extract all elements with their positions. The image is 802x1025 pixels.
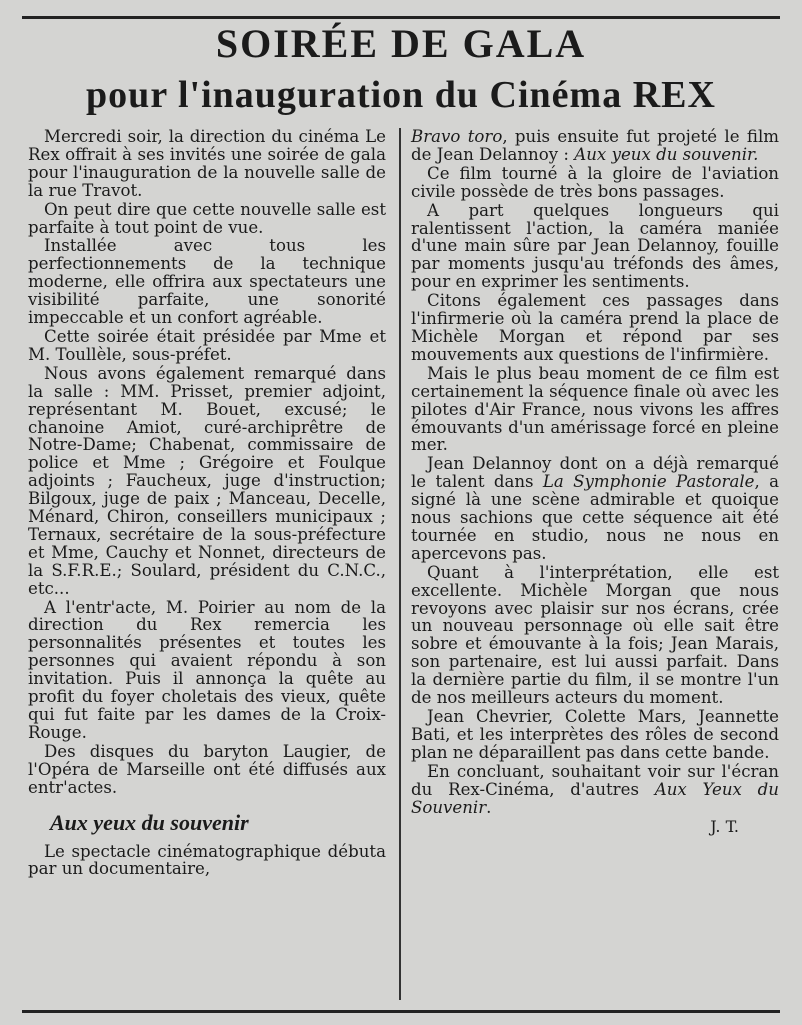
paragraph: On peut dire que cette nouvelle salle est parfaite à tout point de vue. xyxy=(28,199,386,237)
paragraph: Jean Chevrier, Colette Mars, Jeannette Bati, et les interprètes des rôles de second plan ne déparaillent pas dans cette bande. xyxy=(411,707,779,762)
film-title-italic: Bravo toro xyxy=(411,127,503,146)
film-title-italic: Aux yeux du souvenir. xyxy=(574,144,759,164)
bottom-rule xyxy=(22,1010,780,1013)
article-title: SOIRÉE DE GALA xyxy=(215,21,587,66)
left-column xyxy=(28,128,386,878)
column-divider xyxy=(399,128,401,1000)
paragraph: Cette soirée était présidée par Mme et M. Toullèle, sous-préfet. xyxy=(28,326,386,364)
paragraph-continued xyxy=(411,128,779,164)
paragraph: Des disques du baryton Laugier, de l'Opéra de Marseille ont été diffusés aux entr'actes. xyxy=(28,741,386,797)
paragraph: Nous avons également remarqué dans la salle : MM. Prisset, premier adjoint, représentant M. Bouet, excusé; le chanoine Amiot, curé-archiprêtre de Notre-Dame; Chabenat, commissaire de police et Mme ; Grégoire et Foulque adjoints ; Faucheux, juge d'instruction; Bilgoux, juge de paix ; Manceau, Decelle, Ménard, Chiron, conseillers municipaux ; Ternaux, secrétaire de la sous-préfecture et Mme, Cauchy et Nonnet, directeurs de la S.F.R.E.; Soulard, président du C.N.C., etc... xyxy=(28,363,386,598)
paragraph xyxy=(411,455,779,562)
right-column xyxy=(411,128,779,836)
text-span: En concluant, souhaitant voir sur l'écran du Rex-Cinéma, d'autres xyxy=(411,761,779,799)
paragraph: Citons également ces passages dans l'infirmerie où la caméra prend la place de Michèle Morgan et répond par ses mouvements aux questions de l'infirmière. xyxy=(411,291,779,364)
paragraph: A part quelques longueurs qui ralentissent l'action, la caméra maniée d'une main sûre par Jean Delannoy, fouille par moments jusqu'au tréfonds des âmes, pour en exprimer les sentiments. xyxy=(411,200,779,292)
paragraph: A l'entr'acte, M. Poirier au nom de la direction du Rex remercia les personnalités présentes et toutes les personnes qui avaient répondu à son invitation. Puis il annonça la quête au profit du foyer choletais des vieux, quête qui fut faite par les dames de la Croix-Rouge. xyxy=(28,597,386,742)
author-signature: J. T. xyxy=(710,817,739,837)
paragraph: Le spectacle cinématographique débuta par un documentaire, xyxy=(28,841,386,879)
text-span: , puis ensuite fut projeté le film de Jean Delannoy : xyxy=(411,127,779,164)
film-title-italic: Aux Yeux du Souvenir xyxy=(411,779,779,817)
text-span: . xyxy=(486,797,492,817)
text-span: Jean Delannoy dont on a déjà remarqué le talent dans xyxy=(411,454,779,492)
top-rule xyxy=(22,16,780,19)
article-subtitle: pour l'inauguration du Cinéma REX xyxy=(86,74,716,116)
paragraph: Quant à l'interprétation, elle est excellente. Michèle Morgan que nous revoyons avec plaisir sur nos écrans, crée un nouveau personnage où elle sait être sobre et émouvante à la fois; Jean Marais, son partenaire, est lui aussi parfait. Dans la dernière partie du film, il se montre l'un de nos meilleurs acteurs du moment. xyxy=(411,562,779,708)
paragraph: Mercredi soir, la direction du cinéma Le Rex offrait à ses invités une soirée de gala pour l'inauguration de la nouvelle salle de la rue Travot. xyxy=(28,127,386,200)
section-subhead: Aux yeux du souvenir xyxy=(50,809,249,835)
paragraph: Mais le plus beau moment de ce film est certainement la séquence finale où avec les pilotes d'Air France, nous vivons les affres émouvants d'un amérissage forcé en pleine mer. xyxy=(411,363,779,455)
paragraph: Ce film tourné à la gloire de l'aviation civile possède de très bons passages. xyxy=(411,163,779,201)
text-span: , a signé là une scène admirable et quoique nous sachions que cette séquence ait été tournée en studio, nous ne nous en apercevons pas. xyxy=(411,472,779,563)
paragraph: Installée avec tous les perfectionnements de la technique moderne, elle offrira aux spectateurs une visibilité parfaite, une sonorité impeccable et un confort agréable. xyxy=(28,236,386,328)
paragraph xyxy=(411,763,779,817)
film-title-italic: La Symphonie Pastorale xyxy=(542,472,755,492)
